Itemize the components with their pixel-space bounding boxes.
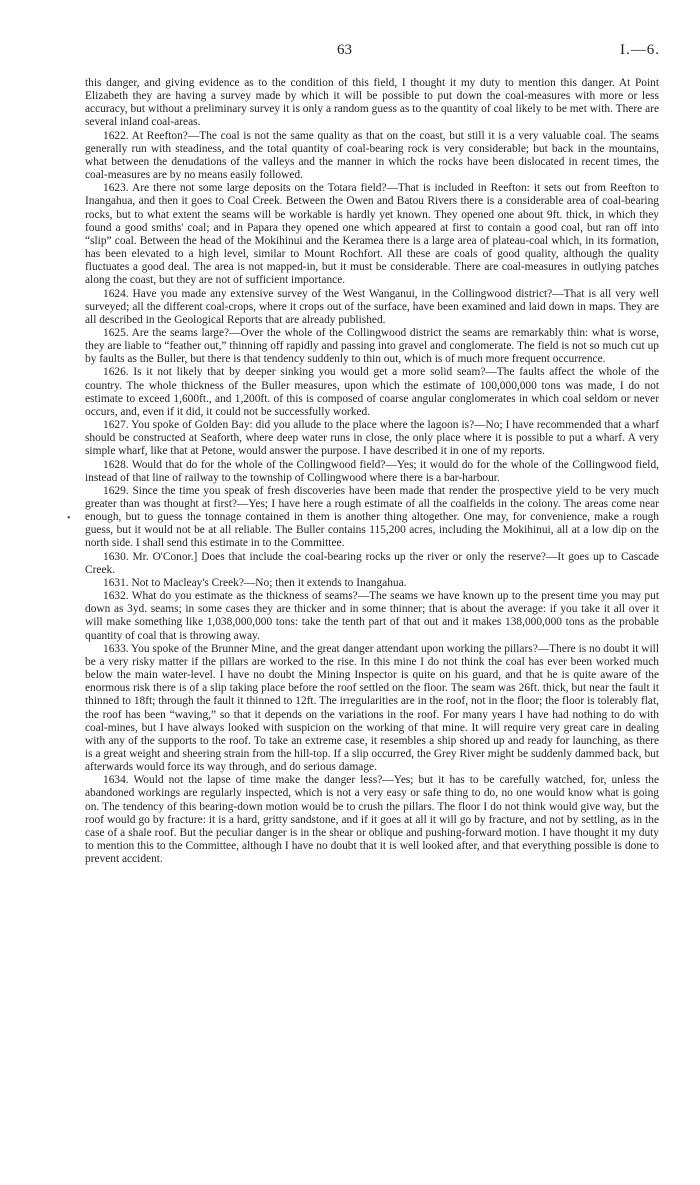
paragraph-1633: 1633. You spoke of the Brunner Mine, and the great danger attendant upon working the pillars?—There is no doubt it will be a very risky matter if the pillars are worked to the rise. In this mine I do not think the coal has ever been worked much below the main water-level. I have no doubt the Mining Inspector is quite on his guard, and that he is quite aware of the enormous risk there is of a slip taking place before the roof settled on the floor. The seam was 26ft. thick, but near the fault it thinned to 18ft; through the fault it thinned to 12ft. The irregularities are in the roof, not in the floor; the floor is tolerably flat, the roof has been “waving,” so that it depends on the variations in the roof. For many years I have had nothing to do with coal-mines, but I have always looked with suspicion on the working of that mine. It will require very great care in dealing with any of the supports to the roof. To take an extreme case, it resembles a ship shored up and ready for launching, as there is a great weight and sheering strain from the hill-top. If a slip occurred, the Grey River might be suddenly dammed back, but afterwards would force its way through, and do serious damage. xyxy=(85,642,659,774)
paragraph-1631: 1631. Not to Macleay's Creek?—No; then it extends to Inangahua. xyxy=(103,576,407,589)
page-number: 63 xyxy=(337,42,352,58)
document-body xyxy=(85,77,659,866)
paragraph-continuation: this danger, and giving evidence as to the condition of this field, I thought it my duty to mention this danger. At Point Elizabeth they are having a survey made by which it will be possible to put down the coal-measures with more or less accuracy, but without a preliminary survey it is only a random guess as to the quantity of coal likely to be met with. There are several inland coal-areas. xyxy=(85,77,659,129)
paragraph-1632: 1632. What do you estimate as the thickness of seams?—The seams we have known up to the present time you may put down as 3yd. seams; in some cases they are thicker and in some thinner; that is about the average: if you take it all over it will make something like 1,038,000,000 tons: take the tenth part of that out and it makes 138,000,000 tons as the probable quantity of coal that is throwing away. xyxy=(85,590,659,642)
sessional-paper-ref: I.—6. xyxy=(620,42,660,58)
paragraph-1628: 1628. Would that do for the whole of the Collingwood field?—Yes; it would do for the whole of the Collingwood field, instead of that line of railway to the township of Collingwood where there is a bar-harbour. xyxy=(85,458,659,484)
paragraph-1623: 1623. Are there not some large deposits on the Totara field?—That is included in Reefton: it sets out from Reefton to Inangahua, and then it goes to Coal Creek. Between the Owen and Batou Rivers there is a considerable area of coal-bearing rocks, but to what extent the seams will be workable is hardly yet known. They opened one about 9ft. thick, in which they found a good smiths' coal; and in Papara they opened one which appeared at first to contain a good coal, but ran off into “slip” coal. Between the head of the Mokihinui and the Keramea there is a large area of plateau-coal which, in its formation, has been elevated to a high level, similar to Mount Rochfort. All these are coals of good quality, although the quality fluctuates a good deal. The area is not mapped-in, but it must be considerable. There are coal-measures in outlying patches along the coast, but they are not of sufficient importance. xyxy=(85,182,659,287)
paragraph-1622: 1622. At Reefton?—The coal is not the same quality as that on the coast, but still it is a very valuable coal. The seams generally run with steadiness, and the total quantity of coal-bearing rock is very considerable; but back in the mountains, what between the denudations of the valleys and the manner in which the rocks have been dislocated in recent times, the coal-measures are by no means easily followed. xyxy=(85,129,659,182)
paragraph-1634: 1634. Would not the lapse of time make the danger less?—Yes; but it has to be carefully watched, for, unless the abandoned workings are regularly inspected, which is not a very easy or safe thing to do, no one would know what is going on. The tendency of this bearing-down motion would be to crush the pillars. The floor I do not think would give way, but the roof would go by fracture: it is a hard, gritty sandstone, and if it goes at all it will go by fracture, and not by settling, as in the case of a shale roof. But the peculiar danger is in the shear or oblique and pushing-forward motion. I have thought it my duty to mention this to the Committee, although I have no doubt that it is well looked after, and that everything possible is done to prevent accident. xyxy=(85,774,659,866)
page-header xyxy=(0,44,700,64)
paragraph-1630: 1630. Mr. O'Conor.] Does that include the coal-bearing rocks up the river or only the reserve?—It goes up to Cascade Creek. xyxy=(85,550,659,576)
paragraph-1625: 1625. Are the seams large?—Over the whole of the Collingwood district the seams are remarkably thin: what is worse, they are liable to “feather out,” thinning off rapidly and passing into gravel and conglomerate. The field is not so much cut up by faults as the Buller, but there is that tendency suddenly to thin out, which is of much more frequent occurrence. xyxy=(85,326,659,366)
margin-mark: • xyxy=(67,513,71,524)
paragraph-1627: 1627. You spoke of Golden Bay: did you allude to the place where the lagoon is?—No; I have recommended that a wharf should be constructed at Seaforth, where deep water runs in close, the only place where it is possible to put a wharf. A very simple wharf, like that at Petone, would answer the purpose. I have described it in one of my reports. xyxy=(85,419,659,458)
paragraph-1626: 1626. Is it not likely that by deeper sinking you would get a more solid seam?—The faults affect the whole of the country. The whole thickness of the Buller measures, upon which the estimate of 100,000,000 tons was made, I do not estimate to exceed 1,600ft., and 1,200ft. of this is composed of coarse angular conglomerates in which coal seldom or never occurs, and, even if it did, it could not be successfully worked. xyxy=(85,366,659,418)
paragraph-1629: 1629. Since the time you speak of fresh discoveries have been made that render the prospective yield to be very much greater than was thought at first?—Yes; I have here a rough estimate of all the coalfields in the colony. The areas come near enough, but to guess the tonnage contained in them is another thing altogether. One may, for convenience, make a rough guess, but it would not be at all reliable. The Buller contains 115,200 acres, including the Mokihinui, all at a low dip on the north side. I shall send this estimate in to the Committee. xyxy=(85,484,659,550)
paragraph-1624: 1624. Have you made any extensive survey of the West Wanganui, in the Collingwood district?—That is all very well surveyed; all the different coal-crops, where it crops out of the surface, have been examined and laid down in maps. They are all described in the Geological Reports that are already published. xyxy=(85,287,659,326)
